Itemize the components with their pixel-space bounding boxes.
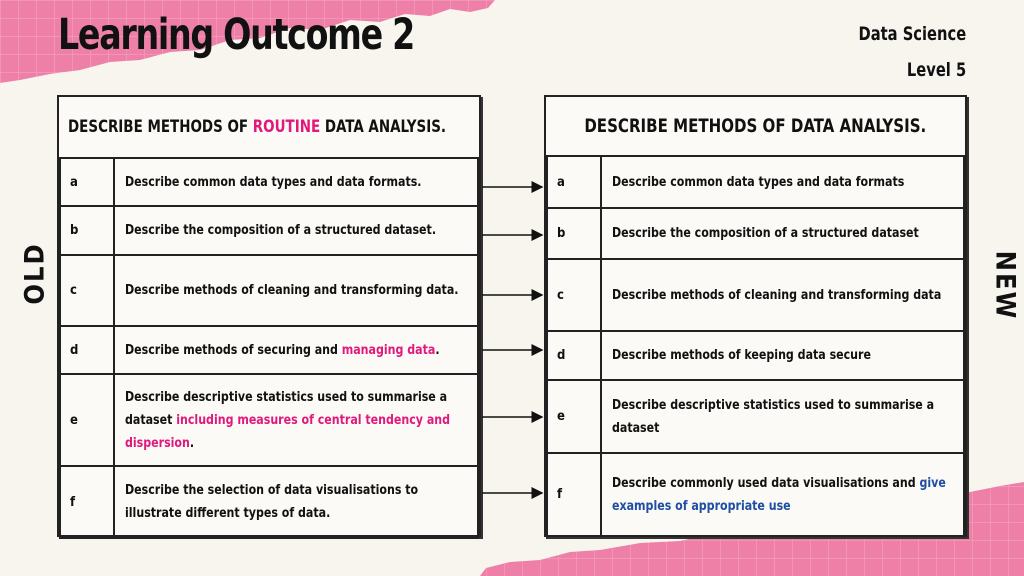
row-letter: b — [60, 206, 114, 255]
table-row — [547, 156, 964, 208]
row-letter: b — [547, 208, 601, 259]
old-outcome-panel — [57, 95, 481, 537]
row-text: Describe the composition of a structured dataset — [612, 226, 919, 241]
old-heading-text: DESCRIBE METHODS OF — [68, 117, 253, 137]
row-text-highlight: including measures of central tendency and dispersion — [125, 412, 451, 451]
table-row — [60, 326, 478, 374]
new-outcome-table — [546, 155, 965, 537]
row-letter: a — [547, 156, 601, 208]
table-row — [547, 331, 964, 380]
row-letter: c — [60, 255, 114, 326]
course-info — [858, 16, 966, 88]
table-row — [547, 380, 964, 453]
new-panel-heading — [546, 97, 965, 155]
row-letter: c — [547, 259, 601, 331]
row-text: Describe descriptive statistics used to summarise a dataset — [612, 397, 935, 436]
old-side-label: OLD — [19, 242, 51, 305]
row-letter: d — [547, 331, 601, 380]
row-text-end: . — [435, 342, 440, 358]
course-name: Data Science — [858, 23, 966, 45]
table-row — [60, 466, 478, 538]
row-letter: e — [60, 374, 114, 466]
row-text: Describe methods of cleaning and transforming data. — [125, 283, 459, 298]
row-text: Describe methods of securing and — [125, 342, 342, 358]
row-letter: e — [547, 380, 601, 453]
row-letter: d — [60, 326, 114, 374]
old-heading-highlight: ROUTINE — [252, 117, 321, 137]
table-row — [60, 374, 478, 466]
row-letter: f — [547, 453, 601, 536]
row-text-end: . — [189, 435, 195, 451]
row-text: Describe the selection of data visualisations to illustrate different types of data. — [125, 483, 419, 521]
mapping-arrows — [480, 0, 546, 576]
row-text: Describe commonly used data visualisations and — [612, 475, 920, 491]
row-text: Describe methods of cleaning and transforming data — [612, 287, 942, 303]
row-text: Describe the composition of a structured dataset. — [125, 223, 437, 238]
row-text-highlight: give examples of appropriate use — [612, 475, 946, 514]
row-text: Describe common data types and data formats. — [125, 174, 422, 190]
old-heading-text-end: DATA ANALYSIS. — [320, 117, 447, 137]
new-heading-text: DESCRIBE METHODS OF DATA ANALYSIS. — [584, 115, 927, 137]
course-level: Level 5 — [906, 59, 966, 81]
table-row — [60, 158, 478, 206]
page-title: Learning Outcome 2 — [58, 10, 414, 60]
row-text: Describe methods of keeping data secure — [612, 348, 871, 363]
old-outcome-table — [59, 157, 479, 539]
table-row — [547, 259, 964, 331]
row-text: Describe common data types and data formats — [612, 174, 905, 190]
old-panel-heading — [59, 97, 479, 157]
row-letter: a — [60, 158, 114, 206]
new-side-label: NEW — [989, 250, 1021, 321]
row-text-highlight: managing data — [341, 342, 436, 358]
table-row — [60, 206, 478, 255]
new-outcome-panel — [544, 95, 967, 537]
table-row — [60, 255, 478, 326]
row-letter: f — [60, 466, 114, 538]
table-row — [547, 453, 964, 536]
table-row — [547, 208, 964, 259]
row-text: Describe descriptive statistics used to summarise a dataset — [125, 389, 448, 428]
